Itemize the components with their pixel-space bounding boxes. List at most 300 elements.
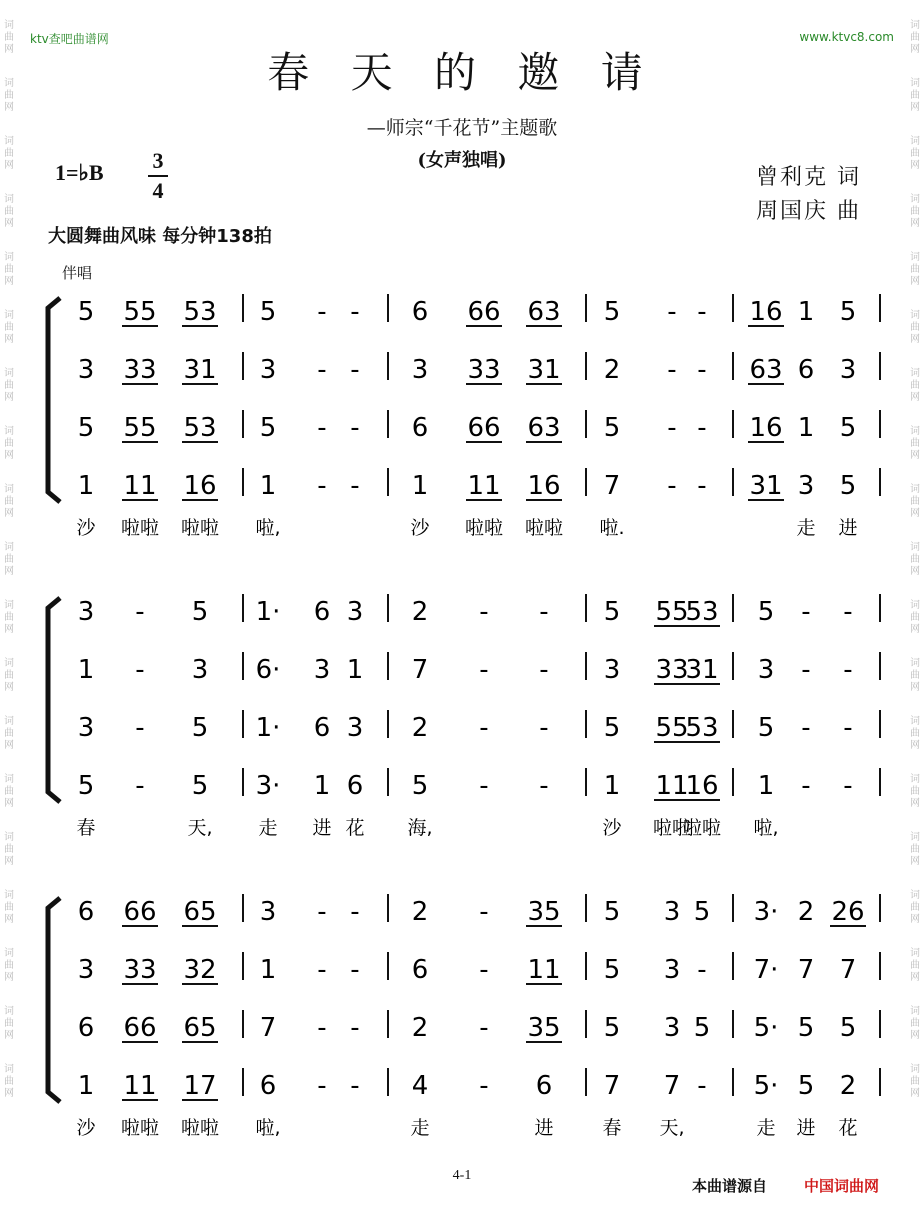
lyric: 啦啦 bbox=[682, 817, 722, 839]
watermark-char: 曲 bbox=[4, 1076, 14, 1087]
note: 11 bbox=[123, 1071, 157, 1101]
watermark-char: 网 bbox=[4, 218, 14, 229]
note: - bbox=[350, 355, 360, 385]
lyric: 进 bbox=[838, 517, 858, 539]
watermark-char: 网 bbox=[4, 334, 14, 345]
note: 5 bbox=[693, 1013, 711, 1043]
note: 4 bbox=[411, 1071, 429, 1101]
watermark-char: 曲 bbox=[4, 206, 14, 217]
note: 11 bbox=[123, 471, 157, 501]
watermark-char: 网 bbox=[910, 624, 920, 635]
time-sig-bottom: 4 bbox=[152, 178, 164, 203]
lyric: 啦啦 bbox=[120, 517, 160, 539]
note: 2 bbox=[839, 1071, 857, 1101]
note: 1 bbox=[797, 413, 815, 443]
watermark-char: 网 bbox=[910, 1030, 920, 1041]
note: 3 bbox=[411, 355, 429, 385]
watermark-char: 网 bbox=[910, 798, 920, 809]
lyric: 沙 bbox=[602, 817, 622, 839]
watermark-char: 词 bbox=[910, 600, 920, 611]
note: 5 bbox=[603, 713, 621, 743]
watermark-char: 网 bbox=[4, 276, 14, 287]
note: 5 bbox=[757, 597, 775, 627]
note: - bbox=[843, 655, 853, 685]
note: 31 bbox=[183, 355, 217, 385]
lyric: 走 bbox=[796, 517, 816, 539]
lyric: 啦, bbox=[255, 1117, 281, 1139]
note: 6 bbox=[259, 1071, 277, 1101]
note: - bbox=[350, 897, 360, 927]
watermark-char: 词 bbox=[4, 832, 14, 843]
lyric: 海, bbox=[407, 817, 433, 839]
watermark-char: 词 bbox=[4, 310, 14, 321]
note: - bbox=[801, 713, 811, 743]
note: 7 bbox=[839, 955, 857, 985]
site-url-right[interactable]: www.ktvc8.com bbox=[799, 30, 894, 44]
note: 3 bbox=[757, 655, 775, 685]
note: 55 bbox=[655, 597, 689, 627]
note: - bbox=[135, 655, 145, 685]
watermark-char: 词 bbox=[4, 890, 14, 901]
note: 3 bbox=[77, 355, 95, 385]
note: - bbox=[317, 355, 327, 385]
note: - bbox=[479, 655, 489, 685]
note: 5 bbox=[839, 413, 857, 443]
note: 1 bbox=[797, 297, 815, 327]
note: 6 bbox=[411, 297, 429, 327]
note: 3 bbox=[259, 355, 277, 385]
note: 53 bbox=[685, 713, 719, 743]
note: - bbox=[697, 297, 707, 327]
watermark-char: 词 bbox=[910, 252, 920, 263]
note: - bbox=[479, 897, 489, 927]
note: 3 bbox=[663, 955, 681, 985]
note: - bbox=[135, 597, 145, 627]
watermark-char: 网 bbox=[4, 508, 14, 519]
note: 6 bbox=[411, 955, 429, 985]
tempo-marking: 大圆舞曲风味 每分钟138拍 bbox=[48, 226, 272, 247]
note: - bbox=[843, 597, 853, 627]
note: 6 bbox=[77, 1013, 95, 1043]
watermark-char: 词 bbox=[4, 600, 14, 611]
note: - bbox=[479, 713, 489, 743]
note: - bbox=[317, 955, 327, 985]
watermark-char: 网 bbox=[910, 1088, 920, 1099]
watermark-char: 网 bbox=[910, 160, 920, 171]
watermark-char: 词 bbox=[910, 948, 920, 959]
note: 5 bbox=[259, 413, 277, 443]
watermark-char: 曲 bbox=[910, 438, 920, 449]
note: 6 bbox=[535, 1071, 553, 1101]
note: 1 bbox=[77, 471, 95, 501]
note: - bbox=[350, 955, 360, 985]
note: 2 bbox=[411, 1013, 429, 1043]
note: 3 bbox=[77, 713, 95, 743]
watermark-char: 网 bbox=[910, 914, 920, 925]
watermark-char: 词 bbox=[910, 774, 920, 785]
note: - bbox=[667, 413, 677, 443]
note: 66 bbox=[467, 297, 501, 327]
key-signature: 1=♭B bbox=[55, 160, 104, 185]
note: 3 bbox=[259, 897, 277, 927]
watermark-char: 网 bbox=[910, 972, 920, 983]
watermark-char: 词 bbox=[910, 1064, 920, 1075]
note: 5 bbox=[839, 297, 857, 327]
note: - bbox=[350, 471, 360, 501]
note: 7 bbox=[603, 1071, 621, 1101]
watermark-char: 曲 bbox=[4, 670, 14, 681]
note: 66 bbox=[123, 897, 157, 927]
note: - bbox=[479, 1071, 489, 1101]
note: 55 bbox=[123, 413, 157, 443]
time-sig-top: 3 bbox=[152, 148, 164, 173]
watermark-char: 网 bbox=[910, 102, 920, 113]
note: 53 bbox=[685, 597, 719, 627]
lyric: 花 bbox=[345, 817, 365, 839]
note: 5 bbox=[797, 1013, 815, 1043]
song-subtitle: —师宗“千花节”主题歌 bbox=[366, 117, 558, 139]
note: - bbox=[479, 955, 489, 985]
watermark-char: 曲 bbox=[4, 380, 14, 391]
note: 32 bbox=[183, 955, 217, 985]
watermark-char: 词 bbox=[4, 542, 14, 553]
note: 2 bbox=[411, 597, 429, 627]
watermark-char: 词 bbox=[910, 368, 920, 379]
lyric: 天, bbox=[659, 1117, 685, 1139]
note: 1 bbox=[77, 655, 95, 685]
note: 6 bbox=[346, 771, 364, 801]
watermark-char: 曲 bbox=[4, 496, 14, 507]
note: 53 bbox=[183, 413, 217, 443]
watermark-char: 曲 bbox=[4, 90, 14, 101]
note: 5 bbox=[259, 297, 277, 327]
lyric: 沙 bbox=[76, 1117, 96, 1139]
watermark-char: 词 bbox=[910, 194, 920, 205]
watermark-char: 词 bbox=[910, 426, 920, 437]
lyric: 进 bbox=[534, 1117, 554, 1139]
watermark-char: 曲 bbox=[4, 1018, 14, 1029]
note: - bbox=[697, 355, 707, 385]
watermark-char: 曲 bbox=[4, 554, 14, 565]
note: 5 bbox=[603, 955, 621, 985]
note: 11 bbox=[655, 771, 689, 801]
note: 26 bbox=[831, 897, 865, 927]
note: 1 bbox=[259, 955, 277, 985]
source-site-link[interactable]: 中国词曲网 bbox=[804, 1177, 880, 1195]
note: - bbox=[697, 471, 707, 501]
note: 5 bbox=[603, 597, 621, 627]
note: 6 bbox=[313, 713, 331, 743]
watermark-char: 网 bbox=[4, 624, 14, 635]
watermark-char: 词 bbox=[4, 252, 14, 263]
watermark-char: 曲 bbox=[910, 728, 920, 739]
lyric: 天, bbox=[187, 817, 213, 839]
note: 31 bbox=[749, 471, 783, 501]
watermark-char: 词 bbox=[4, 1064, 14, 1075]
note: 6 bbox=[411, 413, 429, 443]
watermark-char: 曲 bbox=[4, 322, 14, 333]
note: 31 bbox=[527, 355, 561, 385]
watermark-char: 曲 bbox=[910, 496, 920, 507]
watermark-char: 网 bbox=[910, 508, 920, 519]
watermark-char: 曲 bbox=[910, 1018, 920, 1029]
watermark-char: 词 bbox=[4, 716, 14, 727]
watermark-char: 曲 bbox=[4, 612, 14, 623]
note: 5 bbox=[191, 771, 209, 801]
note: 6 bbox=[313, 597, 331, 627]
watermark-char: 网 bbox=[4, 44, 14, 55]
watermark-char: 曲 bbox=[910, 1076, 920, 1087]
note: 1 bbox=[313, 771, 331, 801]
note: 3 bbox=[603, 655, 621, 685]
note: 1 bbox=[757, 771, 775, 801]
watermark-char: 词 bbox=[910, 1006, 920, 1017]
note: - bbox=[350, 1013, 360, 1043]
watermark-char: 词 bbox=[910, 658, 920, 669]
watermark-char: 曲 bbox=[910, 322, 920, 333]
watermark-char: 网 bbox=[910, 566, 920, 577]
note: 53 bbox=[183, 297, 217, 327]
note: - bbox=[667, 297, 677, 327]
note: - bbox=[697, 955, 707, 985]
note: - bbox=[479, 771, 489, 801]
note: 63 bbox=[527, 297, 561, 327]
system-brace bbox=[48, 898, 60, 1102]
lyric: 春 bbox=[602, 1117, 622, 1139]
lyric: 啦, bbox=[255, 517, 281, 539]
watermark-char: 网 bbox=[4, 972, 14, 983]
watermark-char: 曲 bbox=[910, 32, 920, 43]
watermark-char: 曲 bbox=[910, 612, 920, 623]
note: - bbox=[350, 1071, 360, 1101]
lyric: 啦. bbox=[599, 517, 625, 539]
note: 55 bbox=[123, 297, 157, 327]
note: 1 bbox=[77, 1071, 95, 1101]
watermark-char: 词 bbox=[910, 716, 920, 727]
note: 5 bbox=[603, 297, 621, 327]
watermark-char: 曲 bbox=[910, 786, 920, 797]
watermark-char: 曲 bbox=[910, 264, 920, 275]
watermark-char: 曲 bbox=[910, 960, 920, 971]
watermark-char: 曲 bbox=[910, 554, 920, 565]
lyric: 进 bbox=[312, 817, 332, 839]
note: 1· bbox=[255, 713, 281, 743]
watermark-char: 曲 bbox=[910, 670, 920, 681]
note: - bbox=[539, 597, 549, 627]
note: 3 bbox=[346, 713, 364, 743]
note: 5 bbox=[191, 597, 209, 627]
note: 1 bbox=[346, 655, 364, 685]
note: 2 bbox=[411, 897, 429, 927]
note: 7· bbox=[753, 955, 779, 985]
note: - bbox=[697, 413, 707, 443]
watermark-char: 词 bbox=[4, 194, 14, 205]
note: 6 bbox=[77, 897, 95, 927]
watermark-char: 词 bbox=[910, 78, 920, 89]
system-brace bbox=[48, 598, 60, 802]
note: - bbox=[479, 597, 489, 627]
note: 31 bbox=[685, 655, 719, 685]
note: 3 bbox=[313, 655, 331, 685]
note: - bbox=[135, 771, 145, 801]
note: - bbox=[317, 897, 327, 927]
note: - bbox=[843, 713, 853, 743]
note: 65 bbox=[183, 897, 217, 927]
lyric: 春 bbox=[76, 817, 96, 839]
note: - bbox=[317, 1013, 327, 1043]
watermark-char: 网 bbox=[910, 392, 920, 403]
note: 16 bbox=[527, 471, 561, 501]
watermark-char: 网 bbox=[4, 682, 14, 693]
lyric: 走 bbox=[756, 1117, 776, 1139]
note: - bbox=[843, 771, 853, 801]
lyricist-credit: 曾利克 词 bbox=[756, 165, 861, 190]
note: 11 bbox=[527, 955, 561, 985]
watermark-char: 网 bbox=[4, 856, 14, 867]
watermark-char: 网 bbox=[4, 798, 14, 809]
source-label: 本曲谱源自 bbox=[692, 1177, 768, 1195]
system-brace bbox=[48, 298, 60, 502]
note: 5 bbox=[797, 1071, 815, 1101]
note: 5 bbox=[603, 413, 621, 443]
note: 3 bbox=[77, 955, 95, 985]
note: - bbox=[479, 1013, 489, 1043]
note: 66 bbox=[467, 413, 501, 443]
note: 5 bbox=[603, 897, 621, 927]
watermark-char: 词 bbox=[4, 948, 14, 959]
note: - bbox=[317, 471, 327, 501]
note: 63 bbox=[527, 413, 561, 443]
watermark-char: 词 bbox=[4, 774, 14, 785]
note: 5 bbox=[77, 413, 95, 443]
note: - bbox=[539, 771, 549, 801]
lyric: 啦啦 bbox=[180, 1117, 220, 1139]
note: 16 bbox=[183, 471, 217, 501]
note: - bbox=[317, 297, 327, 327]
lyric: 啦啦 bbox=[120, 1117, 160, 1139]
lyric: 走 bbox=[258, 817, 278, 839]
note: 7 bbox=[797, 955, 815, 985]
note: 6 bbox=[797, 355, 815, 385]
note: 3 bbox=[797, 471, 815, 501]
note: 3 bbox=[77, 597, 95, 627]
lyric: 走 bbox=[410, 1117, 430, 1139]
note: 66 bbox=[123, 1013, 157, 1043]
watermark-char: 曲 bbox=[4, 844, 14, 855]
note: 3· bbox=[255, 771, 281, 801]
note: 5 bbox=[411, 771, 429, 801]
watermark-char: 词 bbox=[4, 368, 14, 379]
watermark-char: 词 bbox=[910, 136, 920, 147]
note: 2 bbox=[603, 355, 621, 385]
watermark-char: 词 bbox=[4, 20, 14, 31]
watermark-char: 曲 bbox=[910, 380, 920, 391]
watermark-char: 词 bbox=[4, 78, 14, 89]
watermark-char: 词 bbox=[910, 890, 920, 901]
note: 33 bbox=[467, 355, 501, 385]
note: - bbox=[801, 597, 811, 627]
accompaniment-label: 伴唱 bbox=[62, 264, 93, 282]
lyric: 啦啦 bbox=[524, 517, 564, 539]
note: 5 bbox=[603, 1013, 621, 1043]
note: 1 bbox=[603, 771, 621, 801]
note: 5 bbox=[693, 897, 711, 927]
note: 35 bbox=[527, 1013, 561, 1043]
watermark-char: 网 bbox=[4, 160, 14, 171]
site-name-left[interactable]: ktv查吧曲谱网 bbox=[30, 32, 109, 46]
lyric: 啦, bbox=[753, 817, 779, 839]
watermark-char: 曲 bbox=[910, 206, 920, 217]
watermark-char: 曲 bbox=[4, 786, 14, 797]
watermark-char: 曲 bbox=[4, 148, 14, 159]
watermark-char: 词 bbox=[4, 658, 14, 669]
note: 2 bbox=[797, 897, 815, 927]
watermark-char: 词 bbox=[910, 310, 920, 321]
note: 33 bbox=[655, 655, 689, 685]
note: 65 bbox=[183, 1013, 217, 1043]
watermark-char: 曲 bbox=[4, 32, 14, 43]
watermark-char: 曲 bbox=[4, 438, 14, 449]
note: - bbox=[667, 355, 677, 385]
lyric: 进 bbox=[796, 1117, 816, 1139]
note: - bbox=[667, 471, 677, 501]
watermark-char: 词 bbox=[4, 484, 14, 495]
note: 1· bbox=[255, 597, 281, 627]
note: - bbox=[317, 413, 327, 443]
watermark-char: 曲 bbox=[910, 90, 920, 101]
lyric: 啦啦 bbox=[464, 517, 504, 539]
note: 33 bbox=[123, 355, 157, 385]
watermark-char: 曲 bbox=[4, 960, 14, 971]
note: 63 bbox=[749, 355, 783, 385]
lyric: 花 bbox=[838, 1117, 858, 1139]
note: 3 bbox=[191, 655, 209, 685]
watermark-char: 网 bbox=[4, 392, 14, 403]
note: 6· bbox=[255, 655, 281, 685]
note: 33 bbox=[123, 955, 157, 985]
note: 3 bbox=[663, 1013, 681, 1043]
note: 5 bbox=[77, 297, 95, 327]
note: 3 bbox=[663, 897, 681, 927]
note: - bbox=[350, 413, 360, 443]
note: 17 bbox=[183, 1071, 217, 1101]
note: - bbox=[317, 1071, 327, 1101]
watermark-char: 词 bbox=[4, 136, 14, 147]
note: 7 bbox=[259, 1013, 277, 1043]
note: 5 bbox=[191, 713, 209, 743]
note: 11 bbox=[467, 471, 501, 501]
note: - bbox=[697, 1071, 707, 1101]
note: 2 bbox=[411, 713, 429, 743]
watermark-char: 网 bbox=[4, 740, 14, 751]
note: - bbox=[801, 655, 811, 685]
lyric: 沙 bbox=[76, 517, 96, 539]
note: 16 bbox=[749, 413, 783, 443]
note: 5 bbox=[839, 1013, 857, 1043]
watermark-char: 曲 bbox=[910, 148, 920, 159]
watermark-char: 词 bbox=[910, 832, 920, 843]
watermark-char: 词 bbox=[910, 542, 920, 553]
watermark-char: 网 bbox=[910, 276, 920, 287]
note: 35 bbox=[527, 897, 561, 927]
watermark-char: 网 bbox=[4, 450, 14, 461]
watermark-char: 网 bbox=[4, 1088, 14, 1099]
watermark-char: 网 bbox=[910, 334, 920, 345]
watermark-char: 网 bbox=[910, 740, 920, 751]
composer-credit: 周国庆 曲 bbox=[756, 199, 861, 224]
watermark-char: 网 bbox=[910, 856, 920, 867]
note: 55 bbox=[655, 713, 689, 743]
